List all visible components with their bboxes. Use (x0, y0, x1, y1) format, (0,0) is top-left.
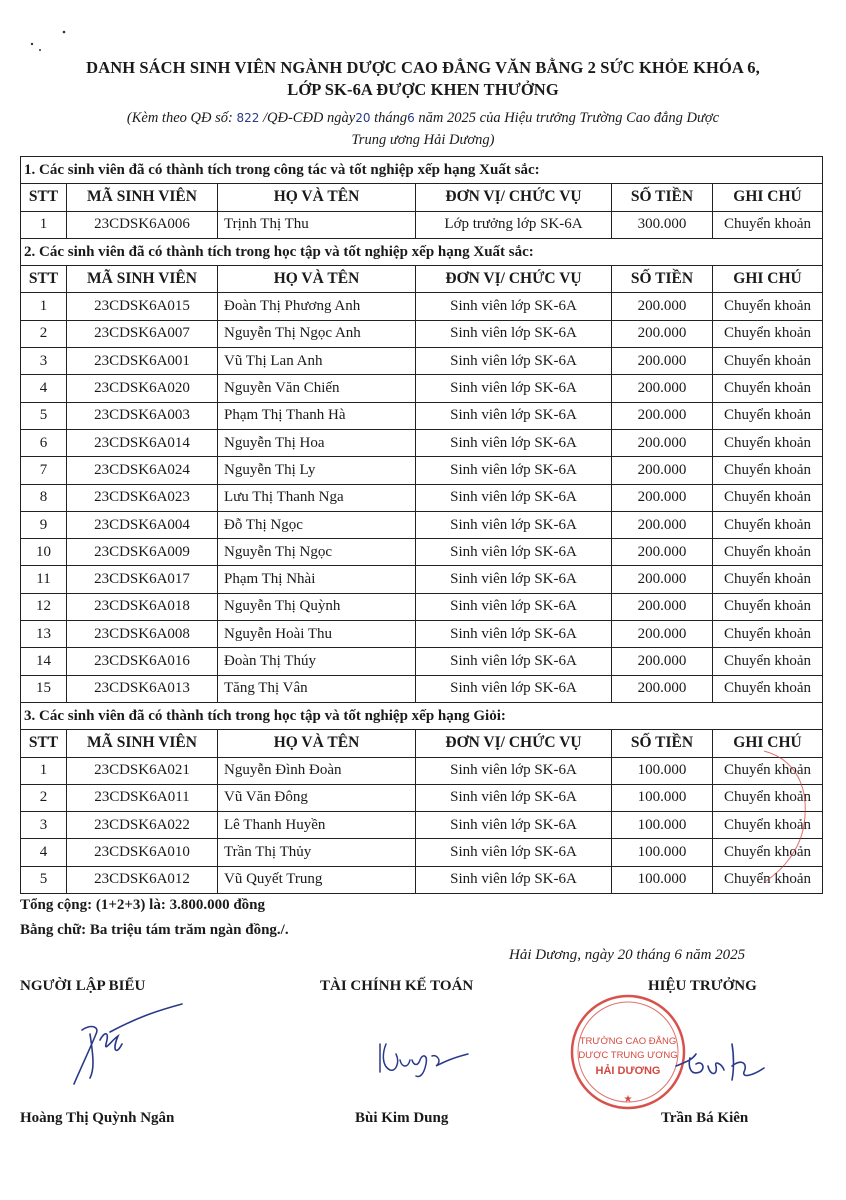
student-id-cell: 23CDSK6A015 (67, 293, 218, 320)
student-id-cell: 23CDSK6A010 (67, 839, 218, 866)
amount-cell: 200.000 (612, 539, 713, 566)
table-row (21, 293, 823, 320)
principal-role: HIỆU TRƯỞNG (648, 978, 757, 994)
decision-ref-text-d: năm 2025 của Hiệu trưởng Trường Cao đẳng Dược (414, 110, 720, 126)
unit-position-cell: Sinh viên lớp SK-6A (416, 621, 612, 648)
note-cell: Chuyển khoản (713, 839, 823, 866)
unit-position-cell: Sinh viên lớp SK-6A (416, 675, 612, 702)
amount-cell: 200.000 (612, 348, 713, 375)
section-title: 2. Các sinh viên đã có thành tích trong học tập và tốt nghiệp xếp hạng Xuất sắc: (21, 238, 823, 265)
full-name-cell: Nguyễn Hoài Thu (218, 621, 416, 648)
note-cell: Chuyển khoản (713, 675, 823, 702)
amount-cell: 100.000 (612, 812, 713, 839)
amount-cell: 200.000 (612, 675, 713, 702)
student-id-cell: 23CDSK6A024 (67, 457, 218, 484)
note-cell: Chuyển khoản (713, 484, 823, 511)
student-id-cell: 23CDSK6A014 (67, 429, 218, 456)
decision-day-handwritten: 20 (355, 111, 371, 125)
column-header: STT (21, 184, 67, 211)
full-name-cell: Nguyễn Thị Ngọc (218, 539, 416, 566)
amount-cell: 200.000 (612, 484, 713, 511)
table-row (21, 375, 823, 402)
unit-position-cell: Sinh viên lớp SK-6A (416, 839, 612, 866)
unit-position-cell: Sinh viên lớp SK-6A (416, 648, 612, 675)
note-cell: Chuyển khoản (713, 375, 823, 402)
unit-position-cell: Sinh viên lớp SK-6A (416, 402, 612, 429)
scan-speck-marks (28, 30, 78, 60)
stt-cell: 8 (21, 484, 67, 511)
student-id-cell: 23CDSK6A007 (67, 320, 218, 347)
unit-position-cell: Sinh viên lớp SK-6A (416, 566, 612, 593)
table-row (21, 511, 823, 538)
full-name-cell: Nguyễn Đình Đoàn (218, 757, 416, 784)
full-name-cell: Nguyễn Thị Ly (218, 457, 416, 484)
unit-position-cell: Sinh viên lớp SK-6A (416, 784, 612, 811)
column-header: HỌ VÀ TÊN (218, 184, 416, 211)
unit-position-cell: Sinh viên lớp SK-6A (416, 348, 612, 375)
table-row (21, 566, 823, 593)
column-header: ĐƠN VỊ/ CHỨC VỤ (416, 266, 612, 293)
full-name-cell: Vũ Quyết Trung (218, 866, 416, 893)
column-header: STT (21, 730, 67, 757)
stt-cell: 9 (21, 511, 67, 538)
stt-cell: 1 (21, 293, 67, 320)
full-name-cell: Trịnh Thị Thu (218, 211, 416, 238)
note-cell: Chuyển khoản (713, 429, 823, 456)
unit-position-cell: Sinh viên lớp SK-6A (416, 375, 612, 402)
stt-cell: 1 (21, 757, 67, 784)
stt-cell: 7 (21, 457, 67, 484)
note-cell: Chuyển khoản (713, 566, 823, 593)
section-title-row (21, 238, 823, 265)
unit-position-cell: Sinh viên lớp SK-6A (416, 539, 612, 566)
student-id-cell: 23CDSK6A020 (67, 375, 218, 402)
unit-position-cell: Sinh viên lớp SK-6A (416, 812, 612, 839)
stt-cell: 3 (21, 812, 67, 839)
award-table (20, 156, 823, 894)
table-row (21, 784, 823, 811)
note-cell: Chuyển khoản (713, 511, 823, 538)
principal-signature (672, 1036, 782, 1096)
table-row (21, 429, 823, 456)
decision-month-handwritten: 6 (407, 111, 415, 125)
full-name-cell: Nguyễn Văn Chiến (218, 375, 416, 402)
stt-cell: 5 (21, 402, 67, 429)
column-header: MÃ SINH VIÊN (67, 184, 218, 211)
column-header: HỌ VÀ TÊN (218, 730, 416, 757)
student-id-cell: 23CDSK6A011 (67, 784, 218, 811)
stt-cell: 4 (21, 375, 67, 402)
note-cell: Chuyển khoản (713, 757, 823, 784)
stt-cell: 12 (21, 593, 67, 620)
principal-name: Trần Bá Kiên (661, 1110, 749, 1126)
unit-position-cell: Sinh viên lớp SK-6A (416, 866, 612, 893)
unit-position-cell: Sinh viên lớp SK-6A (416, 757, 612, 784)
document-title-line2: LỚP SK-6A ĐƯỢC KHEN THƯỞNG (287, 80, 559, 99)
full-name-cell: Nguyễn Thị Quỳnh (218, 593, 416, 620)
student-id-cell: 23CDSK6A008 (67, 621, 218, 648)
decision-ref-text-a: (Kèm theo QĐ số: (126, 110, 237, 126)
decision-ref-text-c: tháng (370, 110, 408, 126)
preparer-name: Hoàng Thị Quỳnh Ngân (20, 1110, 175, 1126)
full-name-cell: Tăng Thị Vân (218, 675, 416, 702)
student-id-cell: 23CDSK6A009 (67, 539, 218, 566)
amount-cell: 200.000 (612, 375, 713, 402)
amount-cell: 100.000 (612, 757, 713, 784)
table-row (21, 621, 823, 648)
table-row (21, 348, 823, 375)
table-row (21, 539, 823, 566)
table-header-row (21, 266, 823, 293)
amount-cell: 200.000 (612, 402, 713, 429)
table-row (21, 402, 823, 429)
column-header: ĐƠN VỊ/ CHỨC VỤ (416, 184, 612, 211)
student-id-cell: 23CDSK6A018 (67, 593, 218, 620)
note-cell: Chuyển khoản (713, 539, 823, 566)
note-cell: Chuyển khoản (713, 812, 823, 839)
note-cell: Chuyển khoản (713, 784, 823, 811)
amount-cell: 300.000 (612, 211, 713, 238)
preparer-signature (60, 1000, 190, 1090)
column-header: SỐ TIỀN (612, 184, 713, 211)
stamp-text-line3: HẢI DƯƠNG (595, 1065, 661, 1077)
full-name-cell: Lưu Thị Thanh Nga (218, 484, 416, 511)
unit-position-cell: Sinh viên lớp SK-6A (416, 320, 612, 347)
student-id-cell: 23CDSK6A016 (67, 648, 218, 675)
note-cell: Chuyển khoản (713, 593, 823, 620)
note-cell: Chuyển khoản (713, 621, 823, 648)
note-cell: Chuyển khoản (713, 211, 823, 238)
amount-cell: 200.000 (612, 429, 713, 456)
table-row (21, 866, 823, 893)
column-header: MÃ SINH VIÊN (67, 266, 218, 293)
student-id-cell: 23CDSK6A003 (67, 402, 218, 429)
column-header: GHI CHÚ (713, 184, 823, 211)
table-row (21, 593, 823, 620)
student-id-cell: 23CDSK6A023 (67, 484, 218, 511)
accountant-signature (372, 1032, 482, 1082)
student-id-cell: 23CDSK6A006 (67, 211, 218, 238)
full-name-cell: Lê Thanh Huyền (218, 812, 416, 839)
note-cell: Chuyển khoản (713, 402, 823, 429)
unit-position-cell: Sinh viên lớp SK-6A (416, 593, 612, 620)
stt-cell: 15 (21, 675, 67, 702)
note-cell: Chuyển khoản (713, 648, 823, 675)
stt-cell: 3 (21, 348, 67, 375)
stt-cell: 5 (21, 866, 67, 893)
full-name-cell: Nguyễn Thị Ngọc Anh (218, 320, 416, 347)
amount-cell: 100.000 (612, 866, 713, 893)
table-row (21, 675, 823, 702)
amount-cell: 200.000 (612, 648, 713, 675)
amount-cell: 100.000 (612, 839, 713, 866)
accountant-name: Bùi Kim Dung (355, 1110, 449, 1126)
column-header: STT (21, 266, 67, 293)
decision-ref-text-b: /QĐ-CĐD ngày (259, 110, 356, 126)
student-id-cell: 23CDSK6A004 (67, 511, 218, 538)
unit-position-cell: Lớp trưởng lớp SK-6A (416, 211, 612, 238)
stamp-text-line1: TRƯỜNG CAO ĐẲNG (579, 1036, 677, 1047)
note-cell: Chuyển khoản (713, 866, 823, 893)
student-id-cell: 23CDSK6A001 (67, 348, 218, 375)
place-date-line: Hải Dương, ngày 20 tháng 6 năm 2025 (509, 947, 746, 963)
full-name-cell: Phạm Thị Thanh Hà (218, 402, 416, 429)
table-row (21, 648, 823, 675)
table-row (21, 757, 823, 784)
table-row (21, 839, 823, 866)
amount-cell: 200.000 (612, 457, 713, 484)
section-title-row (21, 157, 823, 184)
note-cell: Chuyển khoản (713, 457, 823, 484)
column-header: GHI CHÚ (713, 730, 823, 757)
stt-cell: 2 (21, 320, 67, 347)
unit-position-cell: Sinh viên lớp SK-6A (416, 484, 612, 511)
full-name-cell: Đoàn Thị Thúy (218, 648, 416, 675)
decision-number-handwritten: 822 (236, 111, 260, 125)
stt-cell: 6 (21, 429, 67, 456)
stt-cell: 14 (21, 648, 67, 675)
amount-cell: 200.000 (612, 511, 713, 538)
full-name-cell: Vũ Thị Lan Anh (218, 348, 416, 375)
table-row (21, 812, 823, 839)
preparer-role: NGƯỜI LẬP BIỂU (20, 978, 146, 994)
full-name-cell: Nguyễn Thị Hoa (218, 429, 416, 456)
accountant-role: TÀI CHÍNH KẾ TOÁN (320, 978, 474, 994)
note-cell: Chuyển khoản (713, 320, 823, 347)
section-title: 1. Các sinh viên đã có thành tích trong công tác và tốt nghiệp xếp hạng Xuất sắc: (21, 157, 823, 184)
table-header-row (21, 730, 823, 757)
full-name-cell: Đoàn Thị Phương Anh (218, 293, 416, 320)
amount-cell: 100.000 (612, 784, 713, 811)
student-id-cell: 23CDSK6A021 (67, 757, 218, 784)
note-cell: Chuyển khoản (713, 293, 823, 320)
student-id-cell: 23CDSK6A017 (67, 566, 218, 593)
amount-cell: 200.000 (612, 566, 713, 593)
decision-reference-line2: Trung ương Hải Dương) (351, 132, 495, 148)
unit-position-cell: Sinh viên lớp SK-6A (416, 457, 612, 484)
full-name-cell: Phạm Thị Nhài (218, 566, 416, 593)
column-header: ĐƠN VỊ/ CHỨC VỤ (416, 730, 612, 757)
amount-cell: 200.000 (612, 320, 713, 347)
amount-cell: 200.000 (612, 621, 713, 648)
table-row (21, 320, 823, 347)
full-name-cell: Trần Thị Thủy (218, 839, 416, 866)
stt-cell: 4 (21, 839, 67, 866)
section-title-row (21, 702, 823, 729)
column-header: HỌ VÀ TÊN (218, 266, 416, 293)
stt-cell: 1 (21, 211, 67, 238)
table-row (21, 457, 823, 484)
column-header: SỐ TIỀN (612, 266, 713, 293)
student-id-cell: 23CDSK6A022 (67, 812, 218, 839)
amount-cell: 200.000 (612, 293, 713, 320)
student-id-cell: 23CDSK6A013 (67, 675, 218, 702)
table-row (21, 484, 823, 511)
red-pen-annotation (744, 745, 814, 885)
decision-reference-line1 (0, 110, 846, 127)
full-name-cell: Đỗ Thị Ngọc (218, 511, 416, 538)
stt-cell: 13 (21, 621, 67, 648)
note-cell: Chuyển khoản (713, 348, 823, 375)
stamp-text-line2: DƯỢC TRUNG ƯƠNG (578, 1050, 678, 1061)
full-name-cell: Vũ Văn Đông (218, 784, 416, 811)
unit-position-cell: Sinh viên lớp SK-6A (416, 293, 612, 320)
unit-position-cell: Sinh viên lớp SK-6A (416, 511, 612, 538)
column-header: MÃ SINH VIÊN (67, 730, 218, 757)
stt-cell: 2 (21, 784, 67, 811)
table-header-row (21, 184, 823, 211)
column-header: SỐ TIỀN (612, 730, 713, 757)
document-title-line1: DANH SÁCH SINH VIÊN NGÀNH DƯỢC CAO ĐẲNG VĂN BẰNG 2 SỨC KHỎE KHÓA 6, (86, 58, 760, 77)
table-row (21, 211, 823, 238)
grand-total: Tổng cộng: (1+2+3) là: 3.800.000 đồng (20, 897, 266, 913)
student-id-cell: 23CDSK6A012 (67, 866, 218, 893)
svg-text:★: ★ (623, 1094, 633, 1105)
total-in-words: Bằng chữ: Ba triệu tám trăm ngàn đồng./. (20, 922, 289, 938)
column-header: GHI CHÚ (713, 266, 823, 293)
amount-cell: 200.000 (612, 593, 713, 620)
stt-cell: 11 (21, 566, 67, 593)
section-title: 3. Các sinh viên đã có thành tích trong học tập và tốt nghiệp xếp hạng Giỏi: (21, 702, 823, 729)
unit-position-cell: Sinh viên lớp SK-6A (416, 429, 612, 456)
stt-cell: 10 (21, 539, 67, 566)
